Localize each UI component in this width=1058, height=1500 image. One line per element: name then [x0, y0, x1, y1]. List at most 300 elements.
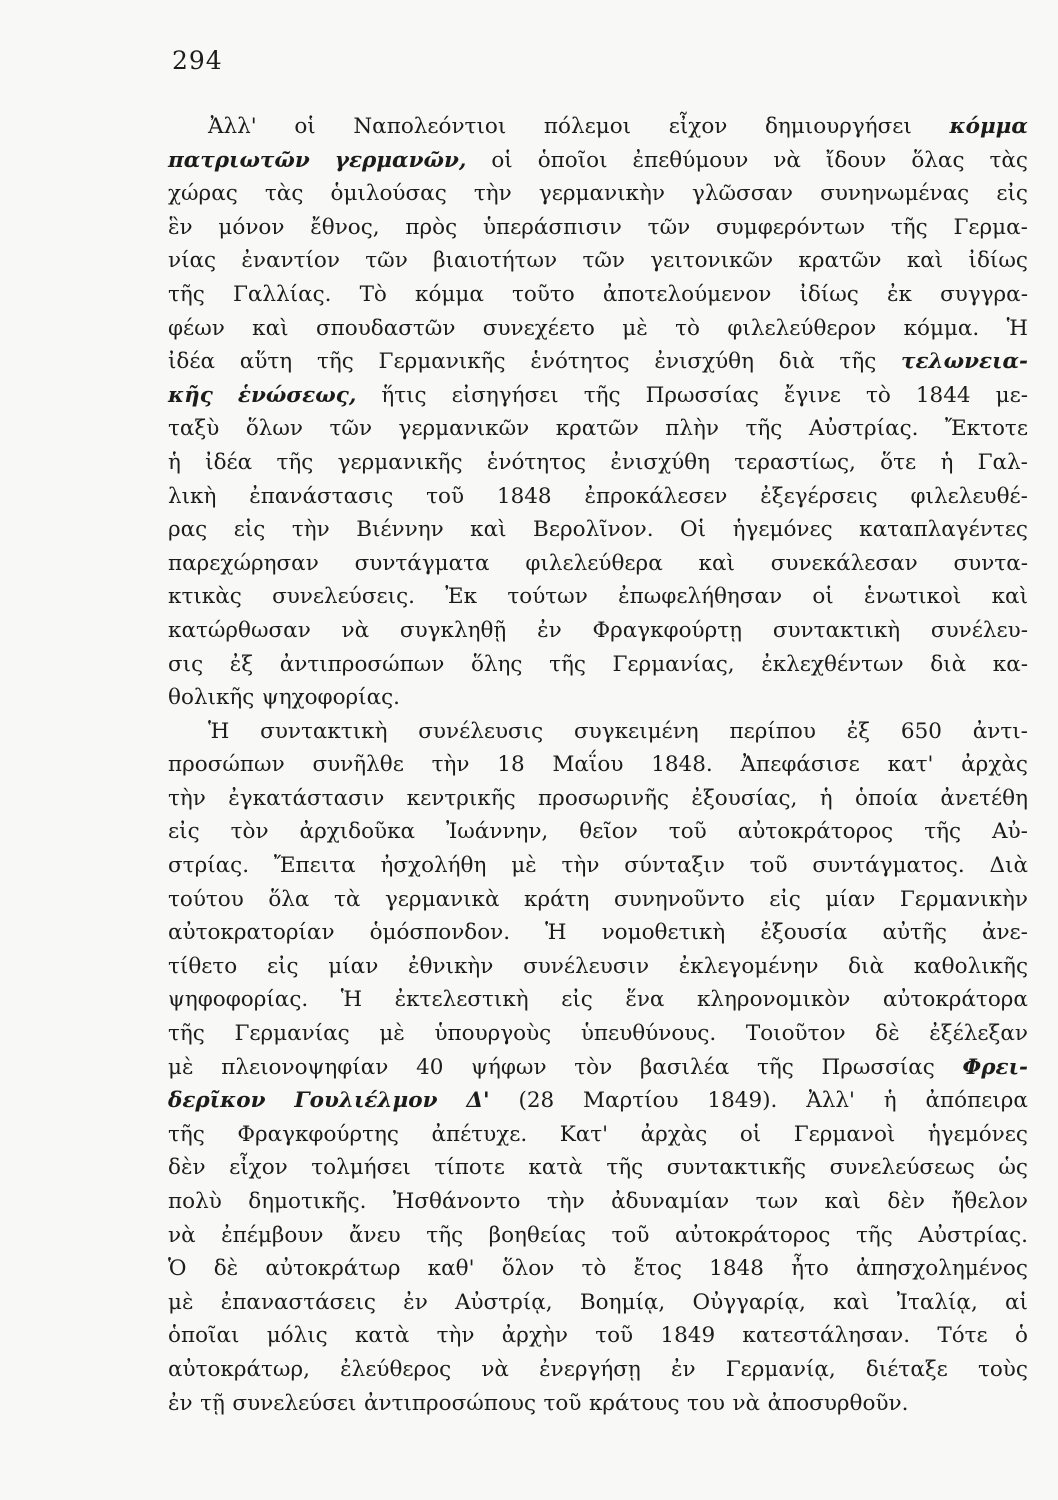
- word: πολὺ: [168, 1189, 222, 1214]
- word: κατώρθωσαν: [168, 617, 311, 643]
- word: ἐπανάστασις: [249, 483, 394, 509]
- emphasized-word: τελωνεια-: [901, 349, 1028, 375]
- word: γλῶσσαν: [692, 181, 793, 207]
- word: 1848: [496, 483, 552, 509]
- word: ἐκλεγομένην: [678, 953, 819, 979]
- word: τὸ: [675, 315, 700, 341]
- word: 1849: [660, 1323, 716, 1349]
- word: αἱ: [1005, 1289, 1028, 1315]
- word: προσώπων: [168, 752, 285, 778]
- word: τῆς: [549, 651, 586, 677]
- word: ἐξ: [846, 718, 871, 744]
- word: τὸ: [581, 1256, 607, 1282]
- word: αὐτοκράτωρ,: [168, 1356, 310, 1382]
- word: θολικῆς: [168, 685, 255, 711]
- word: τῇ: [200, 1390, 225, 1416]
- emphasized-word: πατριωτῶν: [168, 147, 310, 173]
- word: ἐπαναστάσεις: [220, 1289, 376, 1315]
- word: συμφερόντων: [715, 214, 866, 240]
- word: ἀρχὰς: [640, 1121, 708, 1147]
- word: εἰς: [996, 181, 1028, 207]
- text-line: [168, 1051, 1028, 1085]
- word: Ἡ: [1006, 315, 1028, 341]
- word: Ναπολεόντιοι: [353, 114, 507, 139]
- word: ψηχοφορίας.: [261, 685, 401, 711]
- word: ἐξεγέρσεις: [760, 483, 878, 509]
- word: καὶ: [991, 584, 1028, 610]
- word: τῆς: [839, 349, 877, 375]
- word: Ἰταλίᾳ,: [896, 1289, 978, 1315]
- word: κατὰ: [528, 1155, 583, 1181]
- word: Πρωσσίας: [821, 1054, 935, 1080]
- word: μίαν: [825, 886, 876, 912]
- word: ἀποσυρθοῦν.: [767, 1390, 909, 1416]
- word: τῆς: [276, 449, 314, 475]
- word: συνεκάλεσαν: [770, 550, 918, 576]
- text-line: [168, 883, 1028, 917]
- word: με-: [995, 382, 1028, 408]
- word: γειτονικῶν: [650, 248, 774, 274]
- word: διὰ: [778, 349, 815, 375]
- word: συγγρα-: [940, 281, 1028, 307]
- text-line: [168, 815, 1028, 849]
- word: καὶ: [833, 1289, 870, 1315]
- word: Ἡ: [340, 987, 363, 1013]
- word: κτικὰς: [168, 584, 242, 610]
- word: τὴν: [168, 785, 206, 811]
- text-line: [168, 614, 1028, 648]
- word: ἐλεύθερος: [340, 1356, 452, 1382]
- word: ὁμόσπονδον.: [369, 920, 511, 946]
- text-line: [168, 412, 1028, 446]
- text-line: [168, 1353, 1028, 1387]
- word: ἡγεμόνες: [732, 517, 833, 543]
- word: ἡγεμόνες: [927, 1121, 1028, 1147]
- word: μὲ: [168, 1289, 194, 1315]
- word: θεῖον: [579, 819, 638, 845]
- text-line: [168, 648, 1028, 682]
- word: ἥτις: [381, 382, 427, 408]
- word: μὲ: [168, 1054, 194, 1080]
- text-line: [168, 950, 1028, 984]
- word: ἀπόπειρα: [925, 1088, 1028, 1114]
- word: δημιουργήσει: [764, 114, 912, 139]
- word: συγκειμένη: [573, 718, 699, 744]
- word: ἐπροκάλεσεν: [584, 483, 728, 509]
- word: ἐνισχύθη: [654, 349, 754, 375]
- word: ἡ: [819, 785, 833, 811]
- word: τῆς: [168, 1021, 205, 1047]
- word: καὶ: [698, 550, 735, 576]
- text-line: [168, 312, 1028, 346]
- word: ὑπεράσπισιν: [482, 214, 622, 240]
- word: αὐτοκράτορα: [882, 987, 1028, 1013]
- word: βιαιοτήτων: [433, 248, 558, 274]
- word: Κατ': [559, 1121, 609, 1147]
- text-line: [168, 1151, 1028, 1185]
- word: μὲ: [379, 1021, 405, 1047]
- text-line: [168, 1118, 1028, 1152]
- word: τῆς: [426, 1222, 464, 1248]
- word: συνέλευσις: [418, 718, 544, 744]
- word: νὰ: [773, 147, 801, 173]
- text-line: [168, 1084, 1028, 1118]
- word: Τὸ: [359, 281, 387, 307]
- word: δὲν: [887, 1189, 925, 1214]
- word: σπουδαστῶν: [315, 315, 456, 341]
- word: διὰ: [930, 651, 967, 677]
- word: εἰς: [233, 517, 266, 543]
- word: Φραγκφούρτης: [237, 1121, 399, 1147]
- word: ὁποῖαι: [168, 1323, 240, 1349]
- word: αὐτοκράτορος: [737, 819, 894, 845]
- word: μὲ: [511, 853, 537, 879]
- word: 1844: [915, 382, 971, 408]
- emphasized-word: Γουλιέλμον: [294, 1088, 438, 1114]
- word: περίπου: [729, 718, 816, 744]
- word: ψηφοφορίας.: [168, 987, 309, 1013]
- word: συνέλευ-: [930, 617, 1028, 643]
- word: τὸ: [865, 382, 891, 408]
- word: ἄνευ: [348, 1222, 401, 1248]
- emphasized-word: κόμμα: [949, 114, 1028, 139]
- word: Τότε: [937, 1323, 988, 1349]
- word: τῆς: [168, 1121, 205, 1147]
- word: εἶχον: [668, 114, 728, 139]
- word: ἐθνικὴν: [407, 953, 494, 979]
- word: τοῦ: [611, 1222, 650, 1248]
- word: σις: [168, 651, 204, 677]
- word: ὁποία: [855, 785, 918, 811]
- word: βασιλέα: [639, 1054, 730, 1080]
- word: 1849).: [707, 1088, 778, 1114]
- word: τοῦ: [668, 819, 707, 845]
- word: γερμανικῆς: [337, 449, 463, 475]
- text-line: [168, 681, 1028, 715]
- word: Ἀλλ': [208, 114, 257, 139]
- word: ἰδέα: [205, 449, 253, 475]
- word: εἰς: [561, 987, 593, 1013]
- word: αὕτη: [239, 349, 293, 375]
- word: Γερμανικὴν: [899, 886, 1028, 912]
- word: (28: [518, 1088, 555, 1114]
- text-line: [168, 1017, 1028, 1051]
- word: Ἰωάννην,: [446, 819, 549, 845]
- text-line: [168, 748, 1028, 782]
- word: τῆς: [745, 416, 783, 442]
- text-line: [168, 144, 1028, 178]
- word: Ἐκ: [445, 584, 478, 610]
- word: αὐτοκράτορος: [674, 1222, 831, 1248]
- word: συνεχέετο: [482, 315, 595, 341]
- word: τίθετο: [168, 953, 238, 979]
- word: τὰς: [989, 147, 1028, 173]
- word: τῆς: [924, 819, 962, 845]
- word: πόλεμοι: [543, 114, 632, 139]
- word: τούτων: [507, 584, 588, 610]
- word: αὐτοκρατορίαν: [168, 920, 335, 946]
- word: μόνον: [218, 214, 285, 240]
- word: πρὸς: [405, 214, 458, 240]
- word: Ἡ: [208, 718, 230, 744]
- word: τὴν: [473, 181, 512, 207]
- word: ἐν: [670, 1356, 696, 1382]
- word: ἐν: [168, 1390, 193, 1416]
- word: Αὐστρίας.: [918, 1222, 1028, 1248]
- word: Αὐ-: [992, 819, 1028, 845]
- word: Γερμανίᾳ,: [725, 1356, 836, 1382]
- word: 40: [416, 1054, 444, 1080]
- text-line: [168, 849, 1028, 883]
- word: κα-: [992, 651, 1028, 677]
- word: εἰς: [168, 819, 200, 845]
- word: Γαλλίας.: [232, 281, 332, 307]
- word: τούτου: [168, 886, 244, 912]
- word: Διὰ: [989, 853, 1028, 879]
- word: ἐνισχύθη: [610, 449, 710, 475]
- word: κρατῶν: [798, 248, 882, 274]
- word: συνέλευσιν: [523, 953, 650, 979]
- word: δὲ: [213, 1256, 239, 1282]
- word: ἀπέτυχε.: [431, 1121, 528, 1147]
- word: καὶ: [470, 517, 507, 543]
- word: τῆς: [606, 1155, 644, 1181]
- word: καὶ: [252, 315, 289, 341]
- word: νίας: [168, 248, 217, 274]
- word: κληρονομικὸν: [696, 987, 851, 1013]
- word: κόμμα: [415, 281, 484, 307]
- text-line: [168, 1286, 1028, 1320]
- emphasized-word: Δ': [466, 1088, 490, 1114]
- word: δημοτικῆς.: [248, 1189, 367, 1214]
- word: φέων: [168, 315, 225, 341]
- text-line: [168, 916, 1028, 950]
- word: μόλις: [266, 1323, 328, 1349]
- word: ὑπουργοὺς: [434, 1021, 552, 1047]
- word: 18: [497, 752, 525, 778]
- word: φιλελεύθερα: [525, 550, 663, 576]
- text-line: [168, 278, 1028, 312]
- word: ὑπευθύνους.: [580, 1021, 717, 1047]
- word: 1848: [709, 1256, 764, 1282]
- text-line: [168, 1219, 1028, 1253]
- word: ἔγινε: [783, 382, 841, 408]
- word: Πρωσσίας: [645, 382, 759, 408]
- word: Οὐγγαρίᾳ,: [692, 1289, 806, 1315]
- body-text: [168, 110, 1028, 1420]
- word: ἰδέα: [168, 349, 216, 375]
- word: Γερμανικῆς: [378, 349, 506, 375]
- word: τοὺς: [977, 1356, 1028, 1382]
- word: ὅτε: [880, 449, 917, 475]
- word: καὶ: [906, 248, 944, 274]
- word: οἱ: [491, 147, 513, 173]
- word: μίαν: [328, 953, 379, 979]
- word: Γαλ-: [977, 449, 1028, 475]
- word: τῆς: [168, 281, 205, 307]
- word: ὅλων: [245, 416, 304, 442]
- text-line: [168, 983, 1028, 1017]
- text-line: [168, 110, 1028, 144]
- word: ἐξουσίας,: [691, 785, 798, 811]
- word: γερμανικῶν: [398, 416, 530, 442]
- word: ἐπωφελήθησαν: [618, 584, 783, 610]
- word: καταπλαγέντες: [859, 517, 1028, 543]
- word: ἐπεθύμουν: [632, 147, 749, 173]
- word: ἀντι-: [972, 718, 1028, 744]
- word: μὲ: [622, 315, 648, 341]
- word: ρας: [168, 517, 208, 543]
- word: ἑνότητος: [486, 449, 587, 475]
- word: ὅλης: [470, 651, 523, 677]
- word: Ἔκτοτε: [944, 416, 1028, 442]
- word: τὸν: [230, 819, 269, 845]
- word: Φραγκφούρτῃ: [592, 617, 743, 643]
- word: σύνταξιν: [624, 853, 725, 879]
- word: φιλελευθέ-: [910, 483, 1028, 509]
- word: ἐκτελεστικὴ: [394, 987, 529, 1013]
- word: γερμανικὰ: [384, 886, 500, 912]
- word: ἠσχολήθη: [380, 853, 487, 879]
- word: ἐναντίον: [241, 248, 340, 274]
- word: προσωρινῆς: [538, 785, 670, 811]
- word: τῶν: [582, 248, 625, 274]
- word: ἐξ: [229, 651, 254, 677]
- word: ἐν: [537, 617, 562, 643]
- word: ἐκλεχθέντων: [761, 651, 904, 677]
- word: τοῦτο: [512, 281, 575, 307]
- word: Γερμανοὶ: [793, 1121, 896, 1147]
- word: συνελεύσεις.: [272, 584, 415, 610]
- word: Βερολῖνον.: [533, 517, 654, 543]
- word: Γερμα-: [953, 214, 1028, 240]
- word: οἱ: [294, 114, 316, 139]
- word: φιλελεύθερον: [727, 315, 877, 341]
- word: ὡς: [998, 1155, 1028, 1181]
- word: Βοημίᾳ,: [579, 1289, 666, 1315]
- word: ἐν: [403, 1289, 428, 1315]
- emphasized-word: Φρει-: [962, 1054, 1028, 1080]
- word: αὐτῆς: [882, 920, 947, 946]
- word: Τοιοῦτον: [745, 1021, 846, 1047]
- word: ὁ: [1014, 1323, 1028, 1349]
- word: τεραστίως,: [734, 449, 856, 475]
- word: ἦτο: [791, 1256, 829, 1282]
- word: Ἡ: [545, 920, 567, 946]
- word: των: [755, 1189, 799, 1214]
- word: τὴν: [546, 1189, 585, 1214]
- word: ἔθνος,: [310, 214, 380, 240]
- word: ἀρχιδοῦκα: [299, 819, 416, 845]
- word: τὰς: [264, 181, 304, 207]
- text-line: [168, 782, 1028, 816]
- word: οἱ: [739, 1121, 762, 1147]
- word: τῶν: [365, 248, 408, 274]
- word: συνῆλθε: [312, 752, 404, 778]
- word: δὲ: [875, 1021, 900, 1047]
- word: συντάγματα: [354, 550, 490, 576]
- text-line: [168, 547, 1028, 581]
- word: βοηθείας: [488, 1222, 586, 1248]
- word: γερμανικὴν: [538, 181, 665, 207]
- word: τὰ: [333, 886, 361, 912]
- word: ἀπησχολημένος: [856, 1256, 1028, 1282]
- word: Γερμανίας,: [612, 651, 735, 677]
- word: ἐνεργήσῃ: [539, 1356, 641, 1382]
- text-line: [168, 211, 1028, 245]
- word: ἀρχὰς: [961, 752, 1028, 778]
- word: συνηνωμένας: [820, 181, 970, 207]
- word: ἓν: [168, 214, 193, 240]
- word: Μαΐου: [552, 752, 624, 778]
- emphasized-word: κῆς: [168, 382, 213, 408]
- text-line: [168, 446, 1028, 480]
- word: συντακτικῆς: [666, 1155, 807, 1181]
- word: νὰ: [168, 1222, 196, 1248]
- word: εἰς: [769, 886, 801, 912]
- word: νὰ: [341, 617, 370, 643]
- word: τὴν: [431, 752, 470, 778]
- word: συντακτικὴ: [772, 617, 901, 643]
- word: εἰσηγήσει: [451, 382, 559, 408]
- word: ὁμιλούσας: [330, 181, 447, 207]
- text-line: [168, 513, 1028, 547]
- word: νομοθετικὴ: [601, 920, 726, 946]
- word: του: [687, 1390, 725, 1416]
- word: κεντρικῆς: [406, 785, 516, 811]
- word: αὐτοκράτωρ: [265, 1256, 401, 1282]
- word: παρεχώρησαν: [168, 550, 319, 576]
- word: ὅλον: [501, 1256, 555, 1282]
- word: συντακτικὴ: [260, 718, 388, 744]
- word: ἐκ: [886, 281, 912, 307]
- word: ἰδίως: [799, 281, 859, 307]
- word: πλὴν: [665, 416, 719, 442]
- emphasized-word: γερμανῶν,: [334, 147, 467, 173]
- word: Βιέννην: [356, 517, 444, 543]
- word: ταξὺ: [168, 416, 220, 442]
- word: ἀνετέθη: [940, 785, 1028, 811]
- word: κράτη: [524, 886, 590, 912]
- word: οἱ: [812, 584, 834, 610]
- word: ψήφων: [471, 1054, 547, 1080]
- word: τὴν: [436, 1323, 475, 1349]
- word: συγκληθῇ: [399, 617, 507, 643]
- word: ἐξουσία: [760, 920, 848, 946]
- word: τὸν: [574, 1054, 613, 1080]
- word: λικὴ: [168, 483, 217, 509]
- word: συντάγματος.: [812, 853, 965, 879]
- word: ἤθελον: [951, 1189, 1028, 1214]
- word: συνελεύσεως: [829, 1155, 975, 1181]
- word: ἀδυναμίαν: [611, 1189, 730, 1214]
- word: κόμμα.: [903, 315, 980, 341]
- word: συνελεύσει: [232, 1390, 357, 1416]
- word: ἡ: [168, 449, 181, 475]
- word: καὶ: [824, 1189, 861, 1214]
- word: συντα-: [953, 550, 1028, 576]
- word: χώρας: [168, 181, 238, 207]
- word: τολμήσει: [311, 1155, 411, 1181]
- text-line: [168, 177, 1028, 211]
- word: κράτους: [588, 1390, 680, 1416]
- word: τὴν: [291, 517, 330, 543]
- word: Αὐστρίας.: [808, 416, 919, 442]
- word: ἡ: [940, 449, 954, 475]
- word: πλειονοψηφίαν: [221, 1054, 389, 1080]
- word: Ἠσθάνοντο: [392, 1189, 521, 1214]
- word: ἑνωτικοὶ: [864, 584, 962, 610]
